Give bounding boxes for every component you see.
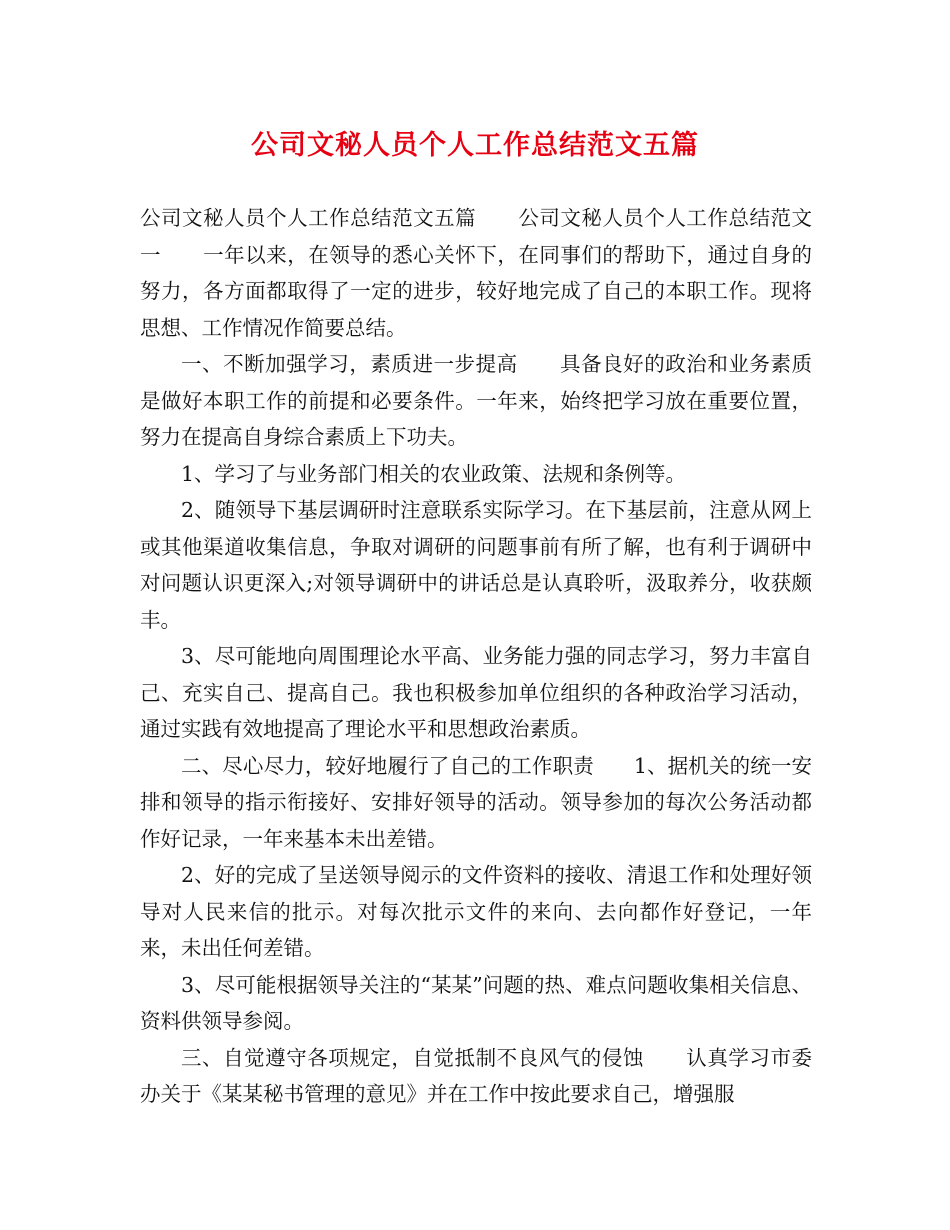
paragraph-section-two: 二、尽心尽力，较好地履行了自己的工作职责 1、据机关的统一安排和领导的指示衔接好、安排好领导的活动。领导参加的每次公务活动都作好记录，一年来基本未出差错。 <box>140 753 812 851</box>
document-title: 公司文秘人员个人工作总结范文五篇 <box>251 130 699 161</box>
paragraph-item: 2、好的完成了呈送领导阅示的文件资料的接收、清退工作和处理好领导对人民来信的批示。对每次批示文件的来向、去向都作好登记，一年来，未出任何差错。 <box>140 863 812 960</box>
paragraph-item: 2、随领导下基层调研时注意联系实际学习。在下基层前，注意从网上或其他渠道收集信息，争取对调研的问题事前有所了解，也有利于调研中对问题认识更深入;对领导调研中的讲话总是认真聆听，汲取养分，收获颇丰。 <box>140 498 812 632</box>
paragraph-section-one: 一、不断加强学习，素质进一步提高 具备良好的政治和业务素质是做好本职工作的前提和必要条件。一年来，始终把学习放在重要位置，努力在提高自身综合素质上下功夫。 <box>140 352 812 449</box>
paragraph-item: 3、尽可能地向周围理论水平高、业务能力强的同志学习，努力丰富自己、充实自己、提高自己。我也积极参加单位组织的各种政治学习活动，通过实践有效地提高了理论水平和思想政治素质。 <box>140 644 812 741</box>
document-body <box>140 200 812 1113</box>
paragraph-intro: 公司文秘人员个人工作总结范文五篇 公司文秘人员个人工作总结范文一 一年以来，在领导的悉心关怀下，在同事们的帮助下，通过自身的努力，各方面都取得了一定的进步，较好地完成了自己的本职工作。现将思想、工作情况作简要总结。 <box>140 206 812 340</box>
paragraph-item: 1、学习了与业务部门相关的农业政策、法规和条例等。 <box>181 461 687 486</box>
paragraph-item: 3、尽可能根据领导关注的“某某”问题的热、难点问题收集相关信息、资料供领导参阅。 <box>140 972 812 1033</box>
paragraph-section-three: 三、自觉遵守各项规定，自觉抵制不良风气的侵蚀 认真学习市委办关于《某某秘书管理的意见》并在工作中按此要求自己，增强服 <box>140 1045 812 1106</box>
